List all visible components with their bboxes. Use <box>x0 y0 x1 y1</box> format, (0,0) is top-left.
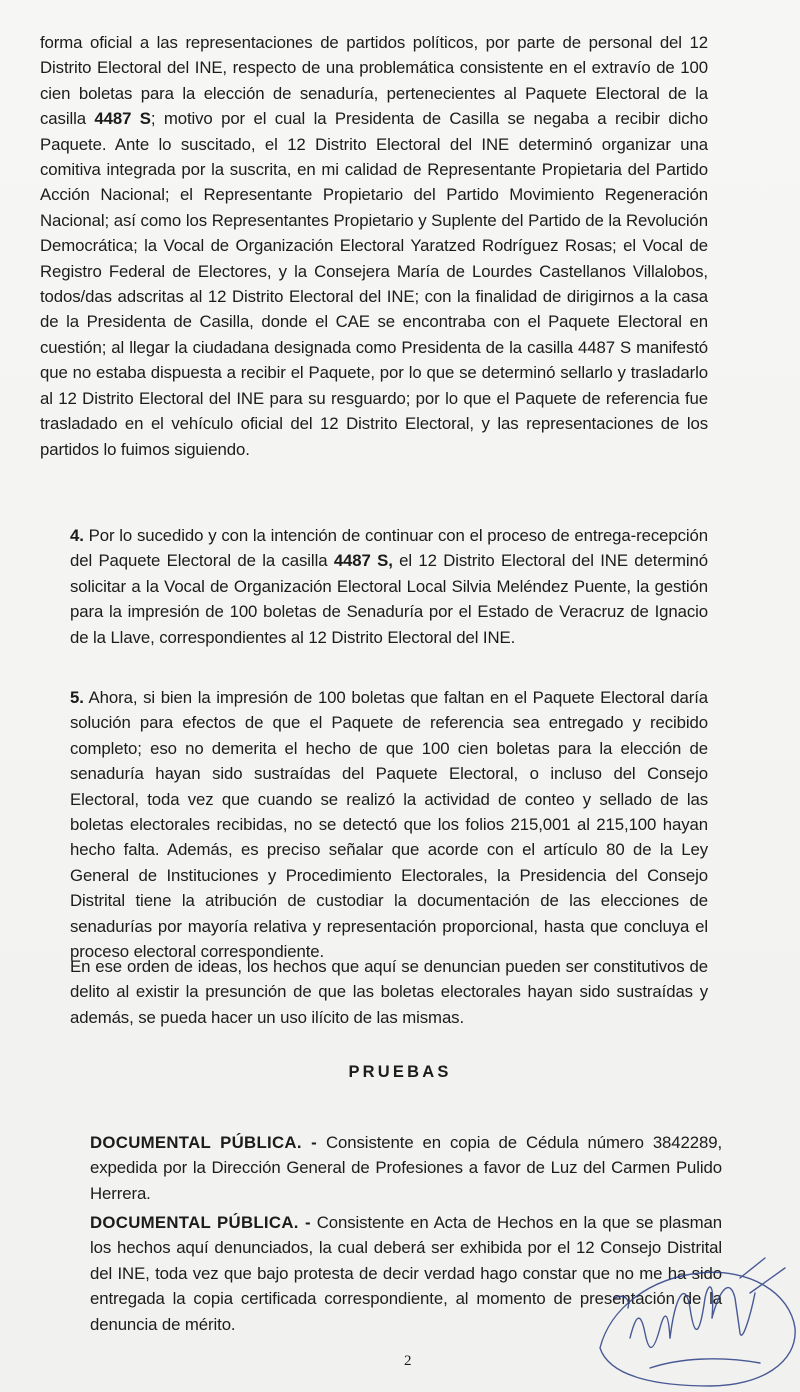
paragraph-4 <box>70 523 708 650</box>
paragraph-text: Ahora, si bien la impresión de 100 boletas que faltan en el Paquete Electoral daría solución para efectos de que el Paquete de referencia sea entregado y recibido completo; eso no demerita el hecho de que 100 cien boletas para la elección de senaduría hayan sido sustraídas del Paquete Electoral, o incluso del Consejo Electoral, toda vez que cuando se realizó la actividad de conteo y sellado de las boletas electorales recibidas, no se detectó que los folios 215,001 al 215,100 hayan hecho falta. Además, es preciso señalar que acorde con el artículo 80 de la Ley General de Instituciones y Procedimiento Electorales, la Presidencia del Consejo Distrital tiene la atribución de custodiar la documentación de las elecciones de senadurías por mayoría relativa y representación proporcional, hasta que concluya el proceso electoral correspondiente. <box>70 688 708 962</box>
paragraph-conclusion <box>70 954 708 1030</box>
page-number: 2 <box>404 1353 412 1369</box>
evidence-item <box>90 1130 722 1206</box>
paragraph-text: ; motivo por el cual la Presidenta de Casilla se negaba a recibir dicho Paquete. Ante lo suscitado, el 12 Distrito Electoral del INE determinó organizar una comitiva integrada por la suscrita, en mi calidad de Representante Propietaria del Partido Acción Nacional; el Representante Propietario del Partido Movimiento Regeneración Nacional; así como los Representantes Propietario y Suplente del Partido de la Revolución Democrática; la Vocal de Organización Electoral Yaratzed Rodríguez Rosas; el Vocal de Registro Federal de Electores, y la Consejera María de Lourdes Castellanos Villalobos, todos/das adscritas al 12 Distrito Electoral del INE; con la finalidad de dirigirnos a la casa de la Presidenta de Casilla, donde el CAE se encontraba con el Paquete Electoral en cuestión; al llegar la ciudadana designada como Presidenta de la casilla 4487 S manifestó que no estaba dispuesta a recibir el Paquete, por lo que se determinó sellarlo y trasladarlo al 12 Distrito Electoral del INE para su resguardo; por lo que el Paquete de referencia fue trasladado en el vehículo oficial del 12 Distrito Electoral, y las representaciones de los partidos lo fuimos siguiendo. <box>40 109 708 459</box>
evidence-text: Consistente en copia de Cédula número 3842289, expedida por la Dirección General de Profesiones a favor de Luz del Carmen Pulido Herrera. <box>90 1133 723 1203</box>
evidence-label: DOCUMENTAL PÚBLICA. - <box>90 1213 311 1232</box>
paragraph-continuation <box>40 30 708 462</box>
paragraph-5 <box>70 685 708 964</box>
paragraph-text: forma oficial a las representaciones de partidos políticos, por parte de personal del 12 Distrito Electoral del INE, respecto de una problemática consistente en el extravío de 100 cien boletas para la elección de senaduría, pertenecientes al Paquete Electoral de la casilla <box>40 33 708 129</box>
evidence-text: Consistente en Acta de Hechos en la que se plasman los hechos aquí denunciados, la cual deberá ser exhibida por el 12 Consejo Distrital del INE, toda vez que bajo protesta de decir verdad hago constar que no me ha sido entregada la copia certificada correspondiente, al momento de presentación de la denuncia de mérito. <box>90 1213 722 1334</box>
paragraph-number: 5. <box>70 688 84 707</box>
section-title-pruebas: PRUEBAS <box>348 1063 452 1081</box>
casilla-id: 4487 S, <box>333 551 393 571</box>
paragraph-text: el 12 Distrito Electoral del INE determinó solicitar a la Vocal de Organización Electoral Local Silvia Meléndez Puente, la gestión para la impresión de 100 boletas de Senaduría por el Estado de Veracruz de Ignacio de la Llave, correspondientes al 12 Distrito Electoral del INE. <box>70 551 709 647</box>
paragraph-number: 4. <box>70 526 84 545</box>
casilla-id: 4487 S <box>94 109 151 129</box>
evidence-label: DOCUMENTAL PÚBLICA. - <box>90 1133 318 1152</box>
paragraph-text: Por lo sucedido y con la intención de continuar con el proceso de entrega-recepción del Paquete Electoral de la casilla <box>70 526 708 571</box>
handwritten-signature-icon <box>590 1238 800 1388</box>
paragraph-text: En ese orden de ideas, los hechos que aquí se denuncian pueden ser constitutivos de delito al existir la presunción de que las boletas electorales hayan sido sustraídas y además, se pueda hacer un uso ilícito de las mismas. <box>70 957 708 1027</box>
